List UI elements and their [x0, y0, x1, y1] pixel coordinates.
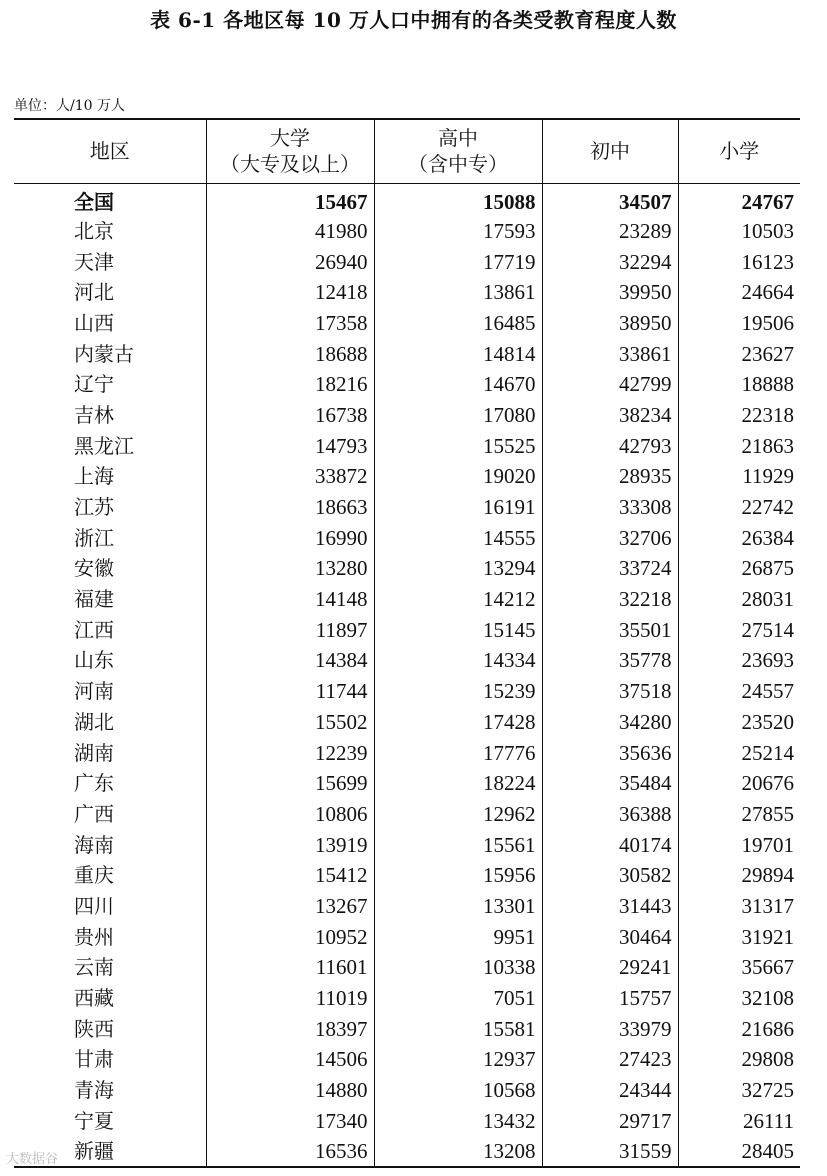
region-cell: 河北: [74, 280, 114, 305]
table-row: [14, 216, 800, 247]
header-region: 地区: [14, 119, 206, 183]
high-school-cell: 10568: [374, 1075, 542, 1106]
middle-school-cell: 33861: [542, 338, 678, 369]
primary-school-cell: 19506: [678, 308, 800, 339]
table-row: [14, 522, 800, 553]
middle-school-cell: 30582: [542, 860, 678, 891]
high-school-cell: 14334: [374, 645, 542, 676]
middle-school-cell: 33724: [542, 553, 678, 584]
region-cell: 浙江: [74, 525, 114, 550]
university-cell: 15412: [206, 860, 374, 891]
region-cell: 贵州: [74, 924, 114, 949]
header-university: [206, 119, 374, 183]
middle-school-cell: 31443: [542, 891, 678, 922]
table-title: 表 6-1 各地区每 10 万人口中拥有的各类受教育程度人数: [150, 8, 677, 32]
university-cell: 33872: [206, 461, 374, 492]
table-row: [14, 983, 800, 1014]
middle-school-cell: 24344: [542, 1075, 678, 1106]
university-cell: 16990: [206, 522, 374, 553]
university-cell: 12418: [206, 277, 374, 308]
table-row: [14, 737, 800, 768]
primary-school-cell: 27514: [678, 614, 800, 645]
region-cell: 甘肃: [74, 1047, 114, 1072]
middle-school-cell: 42799: [542, 369, 678, 400]
high-school-cell: 13294: [374, 553, 542, 584]
region-cell: 四川: [74, 893, 114, 918]
middle-school-cell: 35636: [542, 737, 678, 768]
high-school-cell: 16485: [374, 308, 542, 339]
table-row-total: [14, 183, 800, 216]
table-row: [14, 430, 800, 461]
high-school-cell: 15088: [374, 183, 542, 216]
high-school-cell: 13432: [374, 1105, 542, 1136]
university-cell: 14793: [206, 430, 374, 461]
table-row: [14, 829, 800, 860]
primary-school-cell: 26384: [678, 522, 800, 553]
high-school-cell: 17776: [374, 737, 542, 768]
region-cell: 青海: [74, 1078, 114, 1103]
middle-school-cell: 34280: [542, 707, 678, 738]
primary-school-cell: 32725: [678, 1075, 800, 1106]
high-school-cell: 15525: [374, 430, 542, 461]
primary-school-cell: 21863: [678, 430, 800, 461]
university-cell: 18397: [206, 1013, 374, 1044]
region-cell: 河南: [74, 679, 114, 704]
primary-school-cell: 26875: [678, 553, 800, 584]
region-cell: 湖北: [74, 709, 114, 734]
middle-school-cell: 35484: [542, 768, 678, 799]
high-school-cell: 13861: [374, 277, 542, 308]
region-cell: 江苏: [74, 495, 114, 520]
region-cell: 新疆: [14, 1136, 206, 1167]
table-row: [14, 707, 800, 738]
table-row: [14, 277, 800, 308]
region-cell: 宁夏: [74, 1108, 114, 1133]
middle-school-cell: 33308: [542, 492, 678, 523]
primary-school-cell: 23520: [678, 707, 800, 738]
high-school-cell: 9951: [374, 921, 542, 952]
high-school-cell: 16191: [374, 492, 542, 523]
table-row: [14, 584, 800, 615]
high-school-cell: 12937: [374, 1044, 542, 1075]
middle-school-cell: 39950: [542, 277, 678, 308]
middle-school-cell: 23289: [542, 216, 678, 247]
table-row: [14, 614, 800, 645]
region-cell: 云南: [74, 955, 114, 980]
table-row: [14, 676, 800, 707]
primary-school-cell: 31317: [678, 891, 800, 922]
region-cell: 重庆: [74, 863, 114, 888]
region-cell: 福建: [74, 587, 114, 612]
table-row: [14, 492, 800, 523]
primary-school-cell: 29808: [678, 1044, 800, 1075]
high-school-cell: 12962: [374, 799, 542, 830]
header-university-line1: 大学: [270, 126, 310, 151]
high-school-cell: 17428: [374, 707, 542, 738]
region-cell: 湖南: [74, 740, 114, 765]
table-row: [14, 461, 800, 492]
primary-school-cell: 10503: [678, 216, 800, 247]
high-school-cell: 15239: [374, 676, 542, 707]
table-row: [14, 553, 800, 584]
university-cell: 16536: [206, 1136, 374, 1167]
high-school-cell: 7051: [374, 983, 542, 1014]
header-middle-school: 初中: [542, 119, 678, 183]
header-high-line1: 高中: [438, 126, 478, 151]
region-cell: 陕西: [74, 1016, 114, 1041]
region-cell: 广东: [74, 771, 114, 796]
primary-school-cell: 29894: [678, 860, 800, 891]
high-school-cell: 15145: [374, 614, 542, 645]
table-row: [14, 1044, 800, 1075]
table-row: [14, 338, 800, 369]
region-cell: 西藏: [74, 986, 114, 1011]
middle-school-cell: 27423: [542, 1044, 678, 1075]
university-cell: 15502: [206, 707, 374, 738]
region-cell: 山西: [74, 310, 114, 335]
table-row: [14, 799, 800, 830]
watermark-logo: 大数据谷: [6, 1152, 59, 1167]
region-cell: 上海: [74, 464, 114, 489]
middle-school-cell: 30464: [542, 921, 678, 952]
table-row: [14, 952, 800, 983]
table-row: [14, 369, 800, 400]
high-school-cell: 14814: [374, 338, 542, 369]
primary-school-cell: 27855: [678, 799, 800, 830]
university-cell: 18688: [206, 338, 374, 369]
university-cell: 13280: [206, 553, 374, 584]
region-cell: 山东: [74, 648, 114, 673]
middle-school-cell: 34507: [542, 183, 678, 216]
header-primary-school: 小学: [678, 119, 800, 183]
high-school-cell: 14212: [374, 584, 542, 615]
table-row: [14, 308, 800, 339]
primary-school-cell: 11929: [678, 461, 800, 492]
region-cell: 北京: [74, 218, 114, 243]
education-table: [14, 118, 800, 1168]
middle-school-cell: 35778: [542, 645, 678, 676]
university-cell: 10806: [206, 799, 374, 830]
university-cell: 10952: [206, 921, 374, 952]
table-row: [14, 891, 800, 922]
primary-school-cell: 24664: [678, 277, 800, 308]
primary-school-cell: 19701: [678, 829, 800, 860]
table-row: [14, 246, 800, 277]
university-cell: 12239: [206, 737, 374, 768]
university-cell: 11744: [206, 676, 374, 707]
university-cell: 13919: [206, 829, 374, 860]
primary-school-cell: 28031: [678, 584, 800, 615]
table-row: [14, 645, 800, 676]
header-high-school: [374, 119, 542, 183]
university-cell: 41980: [206, 216, 374, 247]
table-row: [14, 768, 800, 799]
high-school-cell: 14670: [374, 369, 542, 400]
middle-school-cell: 37518: [542, 676, 678, 707]
primary-school-cell: 25214: [678, 737, 800, 768]
primary-school-cell: 22318: [678, 400, 800, 431]
header-high-line2: （含中专）: [408, 152, 508, 177]
university-cell: 17358: [206, 308, 374, 339]
university-cell: 11897: [206, 614, 374, 645]
high-school-cell: 15581: [374, 1013, 542, 1044]
middle-school-cell: 32294: [542, 246, 678, 277]
table-body: [14, 183, 800, 1167]
middle-school-cell: 38234: [542, 400, 678, 431]
region-cell: 辽宁: [74, 372, 114, 397]
primary-school-cell: 26111: [678, 1105, 800, 1136]
university-cell: 14384: [206, 645, 374, 676]
table-row: [14, 1013, 800, 1044]
university-cell: 14880: [206, 1075, 374, 1106]
middle-school-cell: 29241: [542, 952, 678, 983]
high-school-cell: 15561: [374, 829, 542, 860]
region-cell: 江西: [74, 617, 114, 642]
university-cell: 26940: [206, 246, 374, 277]
high-school-cell: 13208: [374, 1136, 542, 1167]
region-cell: 全国: [74, 189, 114, 214]
table-row: [14, 921, 800, 952]
university-cell: 11019: [206, 983, 374, 1014]
middle-school-cell: 15757: [542, 983, 678, 1014]
middle-school-cell: 29717: [542, 1105, 678, 1136]
high-school-cell: 14555: [374, 522, 542, 553]
region-cell: 内蒙古: [74, 341, 134, 366]
university-cell: 16738: [206, 400, 374, 431]
region-cell: 安徽: [74, 556, 114, 581]
high-school-cell: 10338: [374, 952, 542, 983]
table-header: [14, 119, 800, 183]
high-school-cell: 17080: [374, 400, 542, 431]
education-table-container: [14, 118, 800, 1168]
table-row: [14, 1136, 800, 1167]
middle-school-cell: 35501: [542, 614, 678, 645]
university-cell: 14506: [206, 1044, 374, 1075]
region-cell: 天津: [74, 249, 114, 274]
primary-school-cell: 28405: [678, 1136, 800, 1167]
university-cell: 18663: [206, 492, 374, 523]
high-school-cell: 13301: [374, 891, 542, 922]
primary-school-cell: 23693: [678, 645, 800, 676]
university-cell: 13267: [206, 891, 374, 922]
primary-school-cell: 35667: [678, 952, 800, 983]
header-row: [14, 119, 800, 183]
primary-school-cell: 20676: [678, 768, 800, 799]
middle-school-cell: 32706: [542, 522, 678, 553]
primary-school-cell: 16123: [678, 246, 800, 277]
middle-school-cell: 28935: [542, 461, 678, 492]
middle-school-cell: 33979: [542, 1013, 678, 1044]
middle-school-cell: 31559: [542, 1136, 678, 1167]
region-cell: 广西: [74, 801, 114, 826]
primary-school-cell: 24557: [678, 676, 800, 707]
high-school-cell: 17593: [374, 216, 542, 247]
university-cell: 14148: [206, 584, 374, 615]
middle-school-cell: 32218: [542, 584, 678, 615]
table-row: [14, 1105, 800, 1136]
primary-school-cell: 24767: [678, 183, 800, 216]
university-cell: 15467: [206, 183, 374, 216]
primary-school-cell: 32108: [678, 983, 800, 1014]
table-row: [14, 1075, 800, 1106]
table-row: [14, 860, 800, 891]
region-cell: 黑龙江: [74, 433, 134, 458]
university-cell: 11601: [206, 952, 374, 983]
primary-school-cell: 31921: [678, 921, 800, 952]
region-cell: 海南: [74, 832, 114, 857]
primary-school-cell: 23627: [678, 338, 800, 369]
middle-school-cell: 40174: [542, 829, 678, 860]
middle-school-cell: 36388: [542, 799, 678, 830]
middle-school-cell: 42793: [542, 430, 678, 461]
region-cell: 吉林: [74, 402, 114, 427]
table-row: [14, 400, 800, 431]
university-cell: 17340: [206, 1105, 374, 1136]
high-school-cell: 17719: [374, 246, 542, 277]
university-cell: 18216: [206, 369, 374, 400]
middle-school-cell: 38950: [542, 308, 678, 339]
high-school-cell: 18224: [374, 768, 542, 799]
primary-school-cell: 18888: [678, 369, 800, 400]
header-university-line2: （大专及以上）: [220, 152, 360, 177]
primary-school-cell: 21686: [678, 1013, 800, 1044]
unit-label: 单位：人/10 万人: [14, 98, 125, 114]
high-school-cell: 15956: [374, 860, 542, 891]
university-cell: 15699: [206, 768, 374, 799]
high-school-cell: 19020: [374, 461, 542, 492]
primary-school-cell: 22742: [678, 492, 800, 523]
